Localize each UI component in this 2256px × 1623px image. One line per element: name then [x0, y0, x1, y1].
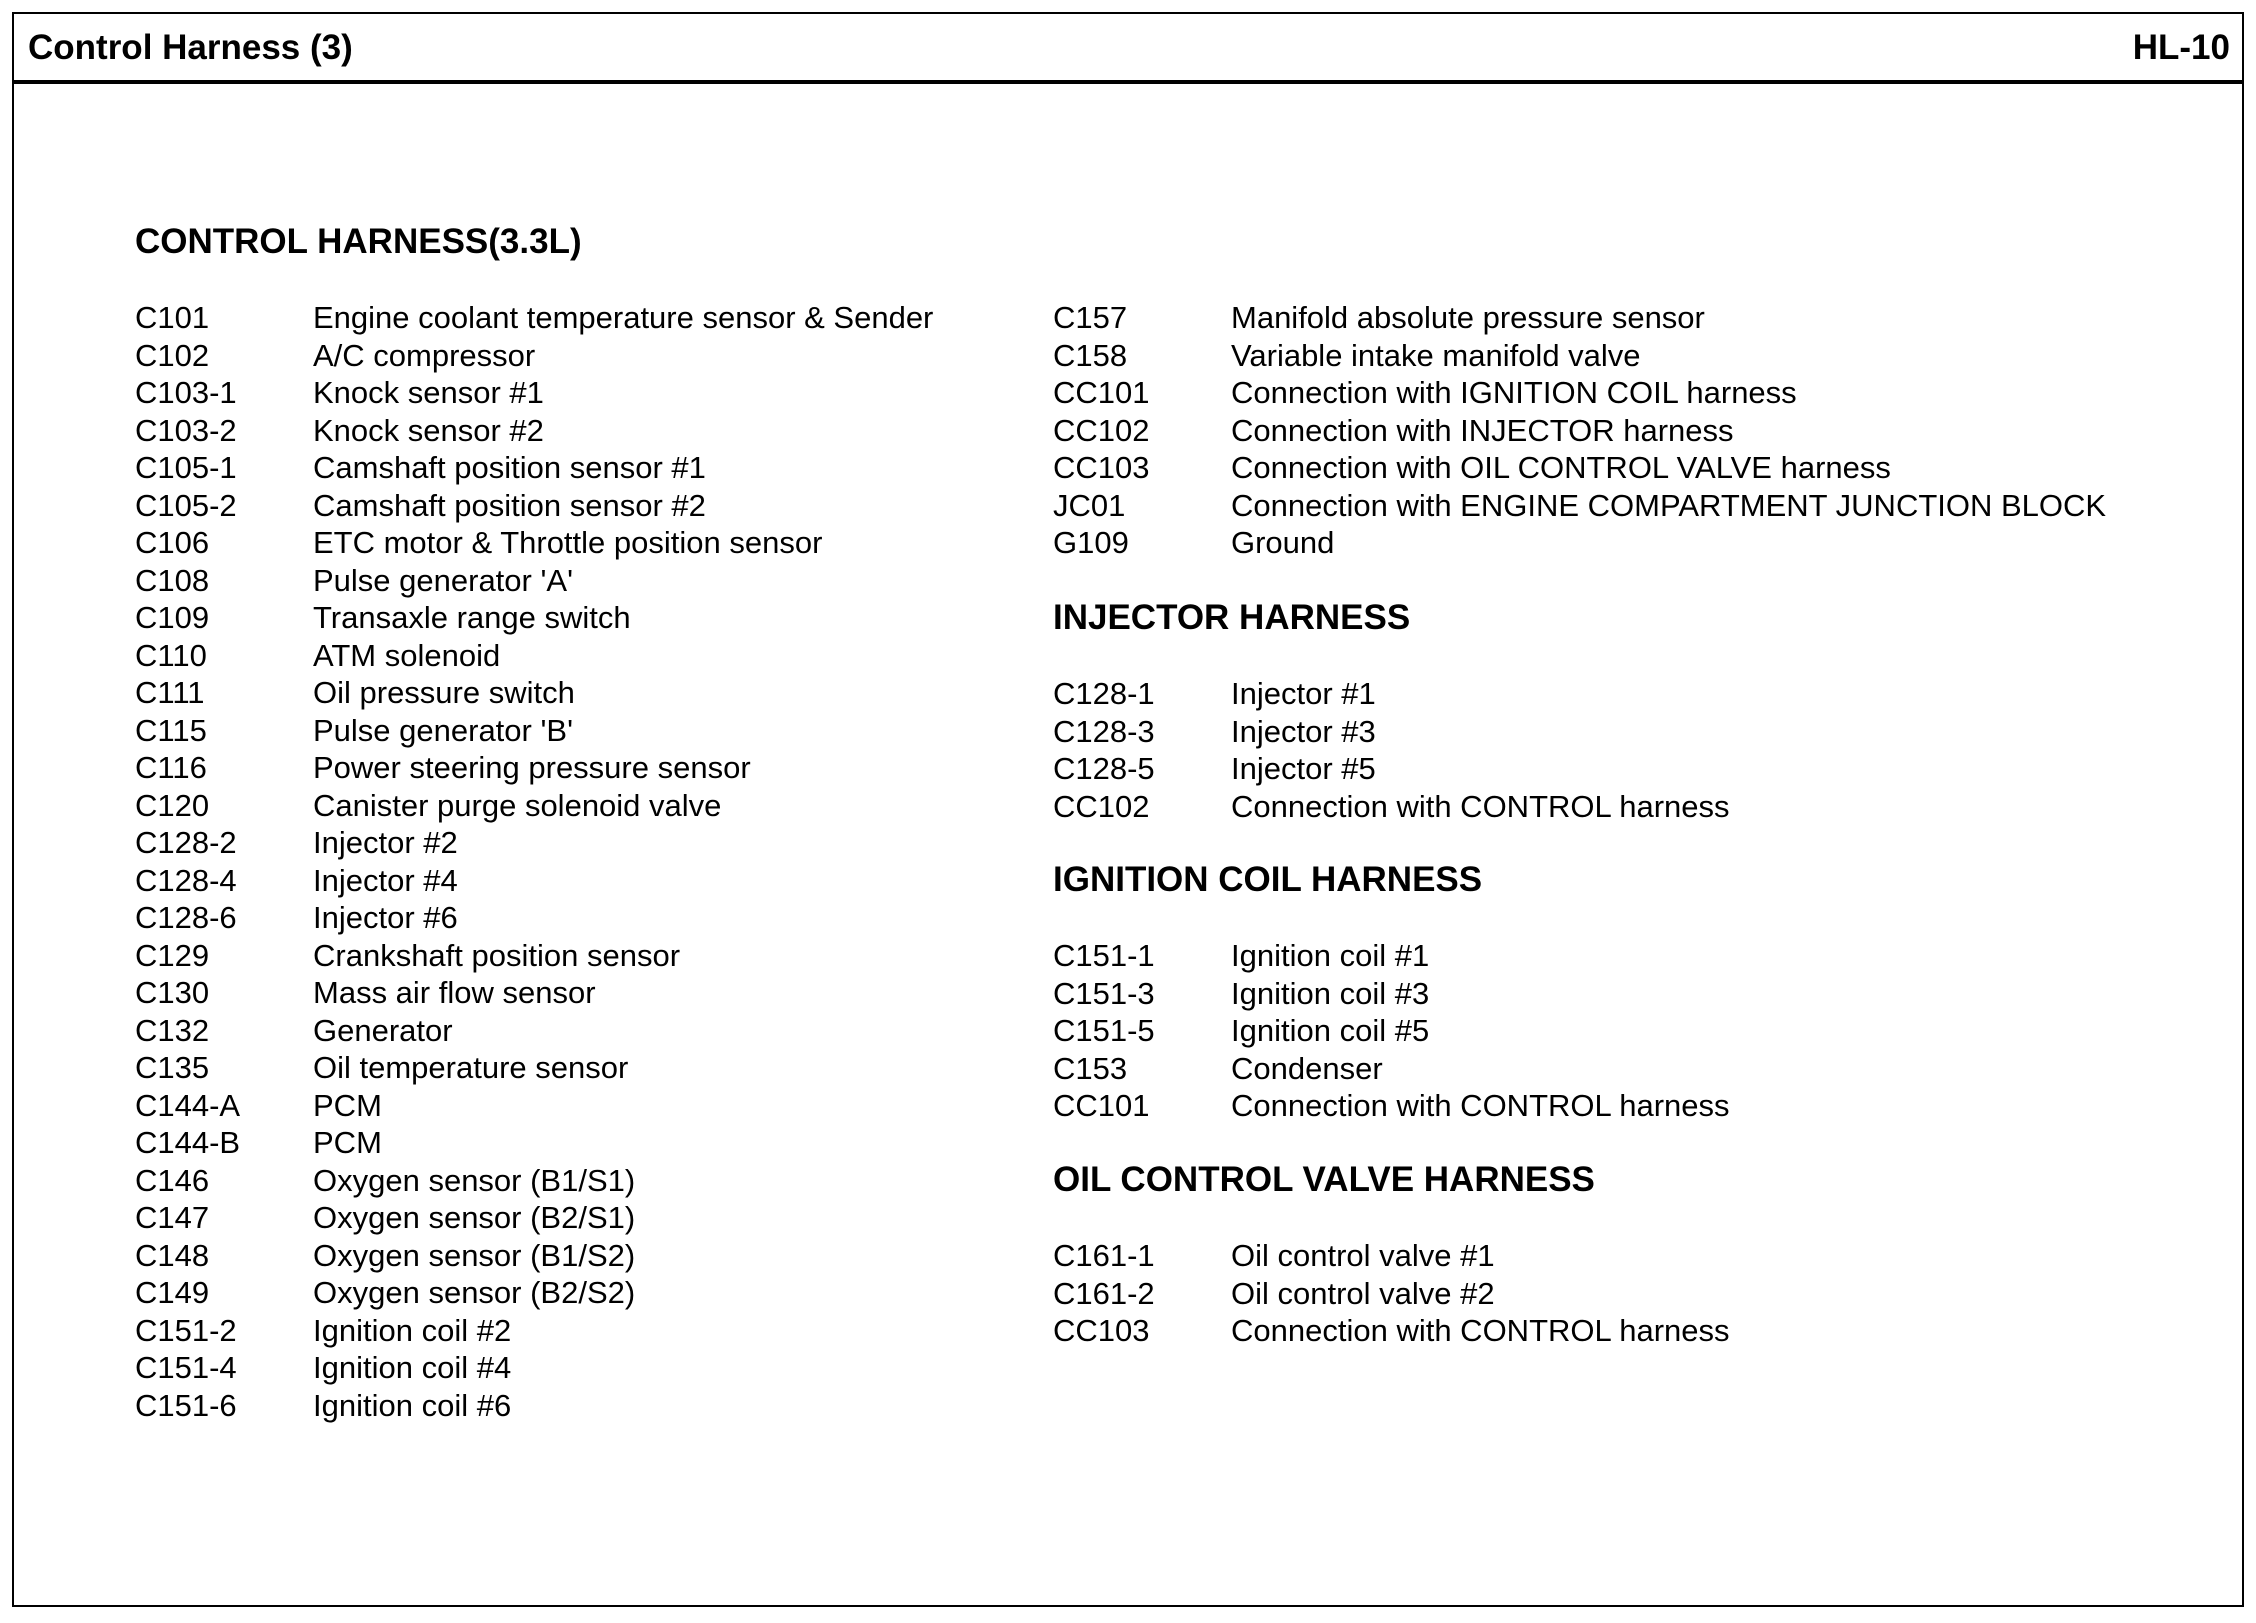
control-harness-title: CONTROL HARNESS(3.3L) — [135, 222, 582, 261]
ignition-coil-harness-title: IGNITION COIL HARNESS — [1053, 860, 1483, 899]
connector-row — [135, 1274, 975, 1312]
connector-code: C115 — [135, 712, 207, 748]
connector-code: C120 — [135, 787, 210, 823]
connector-description: Connection with CONTROL harness — [1231, 1313, 1730, 1348]
connector-row — [1053, 937, 2203, 975]
connector-description: Oxygen sensor (B1/S1) — [313, 1162, 636, 1198]
connector-description: Connection with INJECTOR harness — [1231, 412, 1734, 448]
connector-code: CC101 — [1053, 375, 1150, 410]
connector-code: C151-3 — [1053, 975, 1155, 1011]
connector-code: C116 — [135, 750, 207, 785]
connector-row — [135, 787, 975, 825]
connector-row — [1053, 524, 2203, 562]
connector-code: C146 — [135, 1162, 210, 1198]
connector-code: C106 — [135, 525, 210, 560]
connector-code: CC103 — [1053, 1313, 1150, 1348]
control-harness-list — [135, 299, 975, 1424]
connector-description: Injector #1 — [1231, 676, 1376, 711]
connector-row — [135, 1312, 975, 1350]
page-title: Control Harness (3) — [28, 28, 353, 67]
connector-description: Camshaft position sensor #2 — [313, 487, 706, 523]
connector-description: Pulse generator 'B' — [313, 712, 573, 748]
connector-description: Injector #3 — [1231, 713, 1376, 749]
connector-description: Oil temperature sensor — [313, 1050, 629, 1085]
connector-code: C135 — [135, 1050, 210, 1085]
connector-description: Injector #2 — [313, 825, 458, 860]
connector-row — [135, 937, 975, 975]
connector-description: Mass air flow sensor — [313, 975, 596, 1010]
connector-code: C110 — [135, 637, 207, 673]
connector-code: C157 — [1053, 300, 1128, 335]
connector-row — [135, 412, 975, 450]
connector-code: C144-B — [135, 1125, 241, 1160]
connector-code: C161-2 — [1053, 1275, 1155, 1311]
connector-description: Injector #4 — [313, 862, 458, 898]
connector-row — [135, 862, 975, 900]
connector-row — [1053, 713, 2203, 751]
connector-description: ATM solenoid — [313, 637, 501, 673]
connector-code: C105-2 — [135, 487, 237, 523]
connector-description: Generator — [313, 1012, 453, 1048]
connector-description: A/C compressor — [313, 337, 536, 373]
connector-row — [135, 374, 975, 412]
connector-code: C103-2 — [135, 412, 237, 448]
connector-description: Ignition coil #1 — [1231, 938, 1430, 973]
connector-code: C108 — [135, 562, 210, 598]
connector-description: Manifold absolute pressure sensor — [1231, 300, 1705, 335]
connector-code: C128-2 — [135, 825, 237, 860]
connector-row — [135, 487, 975, 525]
connector-code: C161-1 — [1053, 1238, 1155, 1273]
connector-description: Ignition coil #4 — [313, 1350, 512, 1385]
connector-code: C153 — [1053, 1050, 1128, 1086]
connector-row — [135, 337, 975, 375]
connector-row — [135, 1349, 975, 1387]
page-header — [14, 14, 2242, 84]
connector-row — [135, 449, 975, 487]
connector-row — [1053, 374, 2203, 412]
connector-description: Ignition coil #3 — [1231, 975, 1430, 1011]
connector-description: Canister purge solenoid valve — [313, 787, 722, 823]
connector-row — [135, 899, 975, 937]
connector-row — [1053, 1087, 2203, 1125]
connector-description: Oil control valve #2 — [1231, 1275, 1495, 1311]
connector-code: C128-1 — [1053, 676, 1155, 711]
connector-row — [135, 299, 975, 337]
connector-description: Connection with ENGINE COMPARTMENT JUNCTION BLOCK — [1231, 487, 2107, 523]
connector-code: C149 — [135, 1275, 210, 1310]
connector-row — [1053, 975, 2203, 1013]
connector-code: C130 — [135, 975, 210, 1010]
connector-code: C128-5 — [1053, 751, 1155, 786]
connector-row — [135, 749, 975, 787]
connector-row — [135, 1049, 975, 1087]
connector-description: Ignition coil #5 — [1231, 1013, 1430, 1048]
connector-description: Ignition coil #2 — [313, 1312, 512, 1348]
connector-row — [135, 1237, 975, 1275]
connector-row — [135, 1087, 975, 1125]
connector-row — [1053, 1312, 2203, 1350]
connector-row — [1053, 1275, 2203, 1313]
connector-code: C151-5 — [1053, 1013, 1155, 1048]
connector-row — [135, 674, 975, 712]
connector-description: Oxygen sensor (B1/S2) — [313, 1237, 636, 1273]
connector-description: ETC motor & Throttle position sensor — [313, 525, 823, 560]
oil-control-valve-harness-list — [1053, 1237, 2203, 1350]
ignition-coil-harness-list — [1053, 937, 2203, 1125]
connector-description: Crankshaft position sensor — [313, 937, 681, 973]
connector-row — [1053, 299, 2203, 337]
connector-description: PCM — [313, 1125, 382, 1160]
connector-row — [135, 712, 975, 750]
connector-row — [135, 974, 975, 1012]
connector-code: CC103 — [1053, 450, 1150, 485]
connector-row — [1053, 1012, 2203, 1050]
connector-description: Connection with CONTROL harness — [1231, 1088, 1730, 1123]
connector-code: C103-1 — [135, 375, 237, 410]
connector-code: C151-2 — [135, 1312, 237, 1348]
connector-row — [135, 1162, 975, 1200]
connector-row — [135, 824, 975, 862]
connector-description: Connection with OIL CONTROL VALVE harness — [1231, 450, 1891, 485]
connector-code: C129 — [135, 937, 210, 973]
connector-code: C109 — [135, 600, 210, 635]
connector-code: CC102 — [1053, 412, 1150, 448]
connector-row — [1053, 487, 2203, 525]
connector-row — [135, 562, 975, 600]
connector-code: C102 — [135, 337, 210, 373]
connector-row — [1053, 1050, 2203, 1088]
connector-description: Power steering pressure sensor — [313, 750, 751, 785]
connector-code: CC102 — [1053, 788, 1150, 824]
connector-description: Ignition coil #6 — [313, 1387, 512, 1423]
connector-row — [1053, 412, 2203, 450]
connector-row — [135, 1012, 975, 1050]
connector-code: C128-4 — [135, 862, 237, 898]
connector-description: Connection with CONTROL harness — [1231, 788, 1730, 824]
connector-row — [135, 1387, 975, 1425]
injector-harness-list — [1053, 675, 2203, 825]
connector-code: C147 — [135, 1200, 210, 1235]
connector-description: Injector #5 — [1231, 751, 1376, 786]
connector-code: C151-1 — [1053, 938, 1155, 973]
connector-code: C132 — [135, 1012, 210, 1048]
injector-harness-title: INJECTOR HARNESS — [1053, 598, 1411, 637]
connector-code: C151-4 — [135, 1350, 237, 1385]
connector-row — [135, 637, 975, 675]
connector-description: Pulse generator 'A' — [313, 562, 573, 598]
connector-description: Oil control valve #1 — [1231, 1238, 1495, 1273]
connector-description: PCM — [313, 1087, 382, 1123]
connector-description: Transaxle range switch — [313, 600, 631, 635]
connector-row — [1053, 788, 2203, 826]
control-harness-continued-list — [1053, 299, 2203, 562]
connector-code: C111 — [135, 675, 205, 710]
connector-row — [1053, 449, 2203, 487]
connector-code: C158 — [1053, 337, 1128, 373]
connector-row — [1053, 750, 2203, 788]
connector-code: C128-3 — [1053, 713, 1155, 749]
connector-row — [135, 1199, 975, 1237]
connector-row — [135, 1124, 975, 1162]
connector-description: Condenser — [1231, 1050, 1383, 1086]
connector-description: Connection with IGNITION COIL harness — [1231, 375, 1797, 410]
page-code: HL-10 — [2132, 28, 2230, 67]
oil-control-valve-harness-title: OIL CONTROL VALVE HARNESS — [1053, 1160, 1595, 1199]
connector-code: C151-6 — [135, 1387, 237, 1423]
connector-row — [1053, 1237, 2203, 1275]
connector-description: Camshaft position sensor #1 — [313, 450, 706, 485]
connector-description: Oil pressure switch — [313, 675, 575, 710]
connector-description: Oxygen sensor (B2/S1) — [313, 1200, 636, 1235]
connector-code: JC01 — [1053, 487, 1126, 523]
connector-description: Engine coolant temperature sensor & Sender — [313, 300, 934, 335]
connector-row — [1053, 337, 2203, 375]
connector-description: Injector #6 — [313, 900, 458, 935]
connector-code: C105-1 — [135, 450, 237, 485]
connector-row — [1053, 675, 2203, 713]
connector-description: Knock sensor #1 — [313, 375, 544, 410]
connector-row — [135, 599, 975, 637]
connector-code: C101 — [135, 300, 210, 335]
connector-code: C128-6 — [135, 900, 237, 935]
connector-code: C144-A — [135, 1087, 241, 1123]
connector-description: Ground — [1231, 525, 1335, 560]
connector-description: Knock sensor #2 — [313, 412, 544, 448]
connector-code: G109 — [1053, 525, 1129, 560]
connector-description: Variable intake manifold valve — [1231, 337, 1641, 373]
connector-code: CC101 — [1053, 1088, 1150, 1123]
connector-description: Oxygen sensor (B2/S2) — [313, 1275, 636, 1310]
connector-code: C148 — [135, 1237, 210, 1273]
connector-row — [135, 524, 975, 562]
